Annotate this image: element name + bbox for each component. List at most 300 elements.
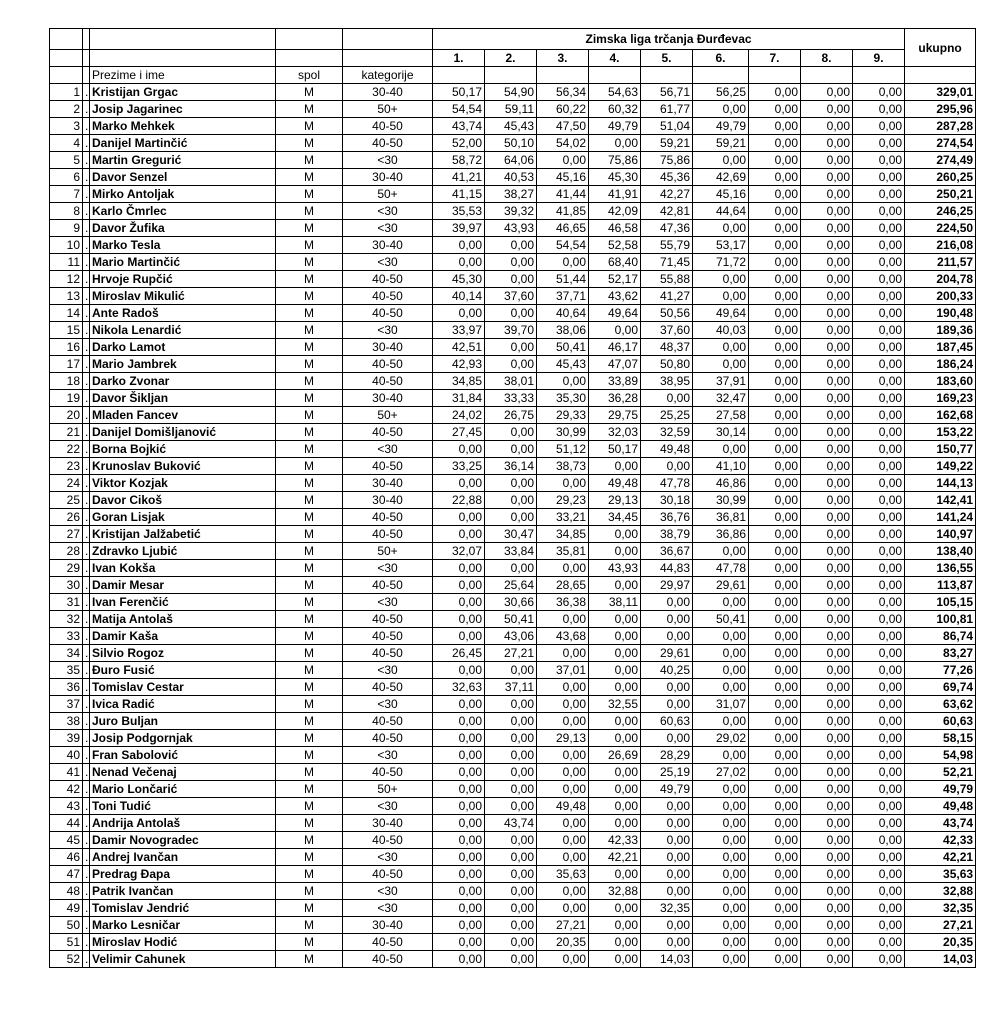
runner-category: 30-40 [343,815,433,832]
total-score: 83,27 [905,645,976,662]
round-score: 0,00 [801,322,853,339]
round-score: 0,00 [485,917,537,934]
row-dot: . [83,628,90,645]
runner-name: Nikola Lenardić [90,322,276,339]
row-dot: . [83,135,90,152]
row-dot: . [83,645,90,662]
table-row [50,900,976,917]
runner-category: 40-50 [343,611,433,628]
round-score: 29,13 [589,492,641,509]
round-header: 3. [537,50,589,67]
round-score: 0,00 [485,339,537,356]
runner-name: Kristijan Grgac [90,84,276,101]
round-score: 60,32 [589,101,641,118]
runner-category: <30 [343,594,433,611]
runner-name: Andrej Ivančan [90,849,276,866]
row-dot: . [83,662,90,679]
round-score: 25,19 [641,764,693,781]
round-score: 0,00 [433,798,485,815]
row-dot: . [83,594,90,611]
row-dot: . [83,390,90,407]
round-score: 54,02 [537,135,589,152]
row-number: 2 [50,101,83,118]
table-row [50,764,976,781]
round-score: 0,00 [749,322,801,339]
round-score: 0,00 [749,832,801,849]
round-score: 0,00 [853,254,905,271]
round-score: 0,00 [853,900,905,917]
runner-category: 40-50 [343,526,433,543]
round-score: 30,47 [485,526,537,543]
round-header: 7. [749,50,801,67]
runner-gender: M [276,934,343,951]
round-score: 0,00 [749,441,801,458]
round-score: 52,58 [589,237,641,254]
round-score: 0,00 [433,254,485,271]
round-score: 0,00 [693,849,749,866]
runner-gender: M [276,696,343,713]
runner-gender: M [276,305,343,322]
round-score: 0,00 [485,254,537,271]
round-score: 0,00 [853,917,905,934]
runner-gender: M [276,492,343,509]
row-dot: . [83,305,90,322]
round-score: 30,66 [485,594,537,611]
round-score: 0,00 [537,696,589,713]
runner-category: <30 [343,560,433,577]
round-score: 38,01 [485,373,537,390]
runner-category: <30 [343,849,433,866]
runner-category: <30 [343,322,433,339]
round-score: 41,10 [693,458,749,475]
round-score: 44,64 [693,203,749,220]
round-score: 0,00 [853,237,905,254]
round-score: 28,65 [537,577,589,594]
round-score: 50,10 [485,135,537,152]
round-score: 0,00 [801,951,853,968]
round-score: 59,21 [641,135,693,152]
table-row [50,866,976,883]
round-score: 0,00 [537,645,589,662]
runner-name: Danijel Domišljanović [90,424,276,441]
runner-gender: M [276,424,343,441]
total-score: 63,62 [905,696,976,713]
round-score: 37,91 [693,373,749,390]
round-score: 0,00 [801,781,853,798]
round-score: 0,00 [853,135,905,152]
round-header-row [50,50,976,67]
round-score: 37,01 [537,662,589,679]
round-score: 50,41 [693,611,749,628]
round-score: 0,00 [537,832,589,849]
row-dot: . [83,492,90,509]
row-number: 50 [50,917,83,934]
round-score: 0,00 [801,679,853,696]
round-score: 55,88 [641,271,693,288]
round-score: 0,00 [589,322,641,339]
row-dot: . [83,288,90,305]
round-score: 0,00 [433,611,485,628]
round-score: 0,00 [853,169,905,186]
round-score: 51,44 [537,271,589,288]
row-number: 40 [50,747,83,764]
round-score: 0,00 [749,764,801,781]
round-score: 54,90 [485,84,537,101]
round-score: 0,00 [537,611,589,628]
round-score: 0,00 [641,883,693,900]
round-score: 38,73 [537,458,589,475]
table-row [50,577,976,594]
round-header: 6. [693,50,749,67]
round-score: 0,00 [537,883,589,900]
round-score: 0,00 [801,577,853,594]
round-score: 40,03 [693,322,749,339]
round-score: 0,00 [853,118,905,135]
round-score: 0,00 [693,951,749,968]
total-score: 100,81 [905,611,976,628]
runner-name: Fran Sabolović [90,747,276,764]
round-score: 45,43 [485,118,537,135]
table-row [50,628,976,645]
round-score: 27,58 [693,407,749,424]
row-number: 51 [50,934,83,951]
row-number: 5 [50,152,83,169]
runner-category: 30-40 [343,917,433,934]
runner-name: Davor Žufika [90,220,276,237]
round-score: 0,00 [433,509,485,526]
round-score: 38,11 [589,594,641,611]
round-score: 0,00 [485,271,537,288]
round-score: 0,00 [801,764,853,781]
total-score: 149,22 [905,458,976,475]
round-score: 0,00 [853,679,905,696]
round-score: 0,00 [433,475,485,492]
total-score: 142,41 [905,492,976,509]
round-score: 0,00 [801,594,853,611]
round-score: 43,74 [485,815,537,832]
runner-name: Danijel Martinčić [90,135,276,152]
runner-gender: M [276,781,343,798]
round-score: 0,00 [801,934,853,951]
runner-category: 50+ [343,101,433,118]
round-score: 0,00 [589,543,641,560]
round-score: 0,00 [853,560,905,577]
total-score: 49,79 [905,781,976,798]
row-number: 27 [50,526,83,543]
round-score: 0,00 [693,662,749,679]
round-score: 32,63 [433,679,485,696]
round-score: 47,50 [537,118,589,135]
row-dot: . [83,781,90,798]
runner-category: 40-50 [343,135,433,152]
row-dot: . [83,254,90,271]
round-score: 29,61 [693,577,749,594]
round-score: 0,00 [749,798,801,815]
row-number: 42 [50,781,83,798]
round-score: 0,00 [801,917,853,934]
row-dot: . [83,356,90,373]
row-dot: . [83,917,90,934]
round-score: 37,11 [485,679,537,696]
round-score: 0,00 [749,594,801,611]
round-score: 0,00 [801,118,853,135]
row-number: 13 [50,288,83,305]
round-score: 0,00 [589,577,641,594]
round-score: 0,00 [853,713,905,730]
row-dot: . [83,730,90,747]
round-score: 0,00 [801,730,853,747]
round-score: 54,63 [589,84,641,101]
round-score: 0,00 [693,628,749,645]
runner-category: 40-50 [343,866,433,883]
row-dot: . [83,407,90,424]
round-score: 0,00 [589,781,641,798]
round-score: 33,21 [537,509,589,526]
round-score: 0,00 [853,322,905,339]
row-dot: . [83,118,90,135]
round-score: 47,07 [589,356,641,373]
runner-gender: M [276,169,343,186]
round-score: 0,00 [693,441,749,458]
round-score: 49,48 [589,475,641,492]
row-dot: . [83,271,90,288]
round-score: 0,00 [801,305,853,322]
row-number: 11 [50,254,83,271]
round-score: 0,00 [589,526,641,543]
row-number: 45 [50,832,83,849]
total-score: 224,50 [905,220,976,237]
round-score: 0,00 [485,441,537,458]
round-score: 0,00 [749,254,801,271]
runner-name: Krunoslav Buković [90,458,276,475]
total-score: 14,03 [905,951,976,968]
runner-gender: M [276,509,343,526]
round-score: 25,25 [641,407,693,424]
round-score: 41,85 [537,203,589,220]
row-dot: . [83,747,90,764]
round-score: 0,00 [801,526,853,543]
round-score: 0,00 [853,866,905,883]
round-score: 0,00 [853,815,905,832]
runner-name: Josip Jagarinec [90,101,276,118]
runner-category: 40-50 [343,271,433,288]
total-score: 287,28 [905,118,976,135]
round-score: 0,00 [485,934,537,951]
round-score: 27,21 [537,917,589,934]
runner-gender: M [276,186,343,203]
table-row [50,271,976,288]
table-row [50,135,976,152]
total-score: 113,87 [905,577,976,594]
round-score: 0,00 [853,696,905,713]
round-score: 43,62 [589,288,641,305]
round-score: 0,00 [853,101,905,118]
table-row [50,951,976,968]
round-score: 0,00 [693,747,749,764]
round-score: 38,27 [485,186,537,203]
row-number: 48 [50,883,83,900]
row-dot: . [83,560,90,577]
round-score: 0,00 [749,390,801,407]
round-score: 60,22 [537,101,589,118]
round-score: 0,00 [433,237,485,254]
round-score: 42,69 [693,169,749,186]
runner-category: 40-50 [343,934,433,951]
runner-name: Predrag Đapa [90,866,276,883]
round-score: 0,00 [853,781,905,798]
total-score: 58,15 [905,730,976,747]
total-score: 54,98 [905,747,976,764]
table-row [50,322,976,339]
round-score: 0,00 [749,662,801,679]
round-score: 0,00 [853,288,905,305]
row-number: 10 [50,237,83,254]
row-number: 4 [50,135,83,152]
row-number: 7 [50,186,83,203]
round-score: 26,45 [433,645,485,662]
round-score: 0,00 [485,509,537,526]
round-score: 0,00 [589,917,641,934]
round-score: 0,00 [801,390,853,407]
runner-gender: M [276,560,343,577]
round-score: 0,00 [801,101,853,118]
round-score: 0,00 [485,237,537,254]
round-score: 0,00 [853,934,905,951]
round-score: 0,00 [749,271,801,288]
runner-gender: M [276,713,343,730]
round-score: 0,00 [433,594,485,611]
table-row [50,237,976,254]
round-score: 0,00 [749,900,801,917]
round-score: 0,00 [801,832,853,849]
row-number: 14 [50,305,83,322]
round-score: 0,00 [801,696,853,713]
row-number: 34 [50,645,83,662]
row-dot: . [83,169,90,186]
runner-name: Silvio Rogoz [90,645,276,662]
round-score: 56,71 [641,84,693,101]
table-row [50,288,976,305]
round-score: 0,00 [433,730,485,747]
round-score: 36,14 [485,458,537,475]
round-score: 0,00 [641,849,693,866]
title-row [50,29,976,50]
row-dot: . [83,849,90,866]
round-score: 0,00 [749,730,801,747]
round-score: 0,00 [693,883,749,900]
round-score: 60,63 [641,713,693,730]
round-score: 42,09 [589,203,641,220]
table-row [50,917,976,934]
round-score: 26,75 [485,407,537,424]
round-score: 0,00 [693,152,749,169]
round-score: 0,00 [589,730,641,747]
round-score: 41,44 [537,186,589,203]
round-score: 0,00 [749,203,801,220]
runner-category: 40-50 [343,356,433,373]
total-score: 204,78 [905,271,976,288]
total-score: 35,63 [905,866,976,883]
round-score: 0,00 [433,832,485,849]
round-score: 0,00 [749,951,801,968]
row-number: 33 [50,628,83,645]
runner-gender: M [276,237,343,254]
row-number: 35 [50,662,83,679]
round-score: 0,00 [749,373,801,390]
round-score: 29,33 [537,407,589,424]
round-score: 0,00 [801,152,853,169]
round-score: 0,00 [853,458,905,475]
round-score: 29,97 [641,577,693,594]
row-number: 9 [50,220,83,237]
round-score: 0,00 [433,815,485,832]
round-score: 0,00 [801,458,853,475]
runner-name: Ivan Ferenčić [90,594,276,611]
round-score: 0,00 [801,169,853,186]
row-number: 26 [50,509,83,526]
round-score: 0,00 [589,764,641,781]
runner-name: Mario Jambrek [90,356,276,373]
round-score: 0,00 [853,492,905,509]
round-score: 49,79 [589,118,641,135]
runner-category: 40-50 [343,764,433,781]
round-score: 0,00 [749,577,801,594]
round-score: 0,00 [641,866,693,883]
round-score: 58,72 [433,152,485,169]
round-score: 0,00 [641,390,693,407]
round-score: 0,00 [433,781,485,798]
row-number: 8 [50,203,83,220]
round-score: 54,54 [433,101,485,118]
table-row [50,475,976,492]
round-score: 48,37 [641,339,693,356]
total-score: 260,25 [905,169,976,186]
runner-name: Damir Novogradec [90,832,276,849]
runner-gender: M [276,101,343,118]
round-score: 64,06 [485,152,537,169]
round-score: 43,93 [485,220,537,237]
round-score: 0,00 [693,645,749,662]
round-score: 0,00 [485,764,537,781]
runner-category: 30-40 [343,84,433,101]
round-score: 0,00 [853,645,905,662]
runner-name: Ante Radoš [90,305,276,322]
total-score: 32,88 [905,883,976,900]
round-score: 0,00 [589,611,641,628]
round-score: 27,45 [433,424,485,441]
round-score: 0,00 [693,288,749,305]
total-score: 52,21 [905,764,976,781]
round-score: 36,38 [537,594,589,611]
round-score: 0,00 [485,713,537,730]
round-score: 0,00 [853,305,905,322]
runner-gender: M [276,407,343,424]
runner-name: Tomislav Cestar [90,679,276,696]
round-score: 0,00 [801,84,853,101]
round-score: 0,00 [433,628,485,645]
round-score: 0,00 [853,152,905,169]
round-score: 35,53 [433,203,485,220]
runner-name: Juro Buljan [90,713,276,730]
round-score: 0,00 [749,237,801,254]
round-score: 0,00 [433,662,485,679]
round-score: 32,88 [589,883,641,900]
row-number: 12 [50,271,83,288]
runner-name: Karlo Čmrlec [90,203,276,220]
round-score: 0,00 [749,152,801,169]
round-score: 0,00 [853,832,905,849]
round-score: 0,00 [485,730,537,747]
